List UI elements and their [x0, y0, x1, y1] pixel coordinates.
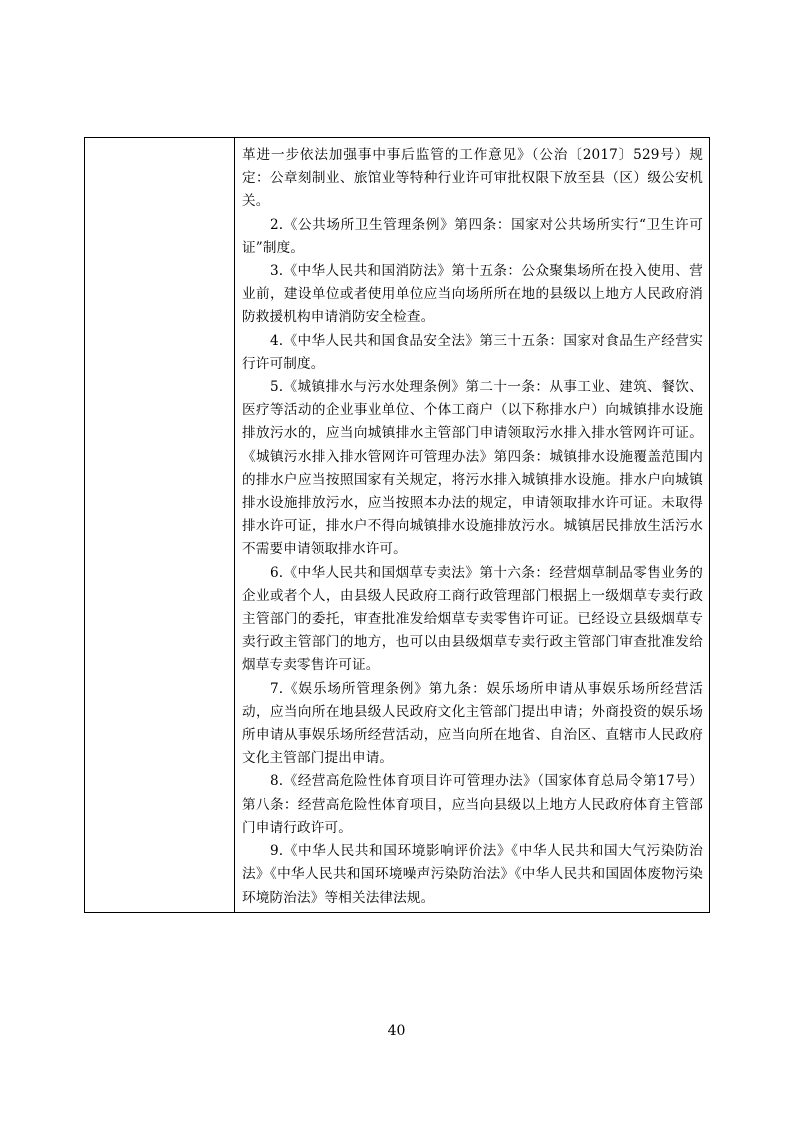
document-table — [84, 137, 710, 913]
table-left-cell — [85, 138, 235, 912]
paragraph-item-8: 8.《经营高危险性体育项目许可管理办法》（国家体育总局令第17号）第八条：经营高危险性体育项目，应当向县级以上地方人民政府体育主管部门申请行政许可。 — [242, 773, 703, 836]
paragraph-item-7: 7.《娱乐场所管理条例》第九条：娱乐场所申请从事娱乐场所经营活动，应当向所在地县级人民政府文化主管部门提出申请；外商投资的娱乐场所申请从事娱乐场所经营活动，应当向所在地省、自治区、直辖市人民政府文化主管部门提出申请。 — [242, 680, 703, 767]
paragraph-item-6: 6.《中华人民共和国烟草专卖法》第十六条：经营烟草制品零售业务的企业或者个人，由县级人民政府工商行政管理部门根据上一级烟草专卖行政主管部门的委托，审查批准发给烟草专卖零售许可证。已经设立县级烟草专卖行政主管部门的地方，也可以由县级烟草专卖行政主管部门审查批准发给烟草专卖零售许可证。 — [242, 564, 703, 674]
paragraph-item-5: 5.《城镇排水与污水处理条例》第二十一条：从事工业、建筑、餐饮、医疗等活动的企业事业单位、个体工商户（以下称排水户）向城镇排水设施排放污水的，应当向城镇排水主管部门申请领取污水排入排水管网许可证。《城镇污水排入排水管网许可管理办法》第四条：城镇排水设施覆盖范围内的排水户应当按照国家有关规定，将污水排入城镇排水设施。排水户向城镇排水设施排放污水，应当按照本办法的规定，申请领取排水许可证。未取得排水许可证，排水户不得向城镇排水设施排放污水。城镇居民排放生活污水不需要申请领取排水许可。 — [242, 379, 703, 558]
paragraph-item-3: 3.《中华人民共和国消防法》第十五条：公众聚集场所在投入使用、营业前，建设单位或者使用单位应当向场所所在地的县级以上地方人民政府消防救援机构申请消防安全检查。 — [242, 263, 703, 326]
paragraph-item-2: 2.《公共场所卫生管理条例》第四条：国家对公共场所实行“卫生许可证”制度。 — [242, 216, 703, 256]
page-number: 40 — [387, 1023, 406, 1039]
paragraph-item-9: 9.《中华人民共和国环境影响评价法》《中华人民共和国大气污染防治法》《中华人民共和国环境噪声污染防治法》《中华人民共和国固体废物污染环境防治法》等相关法律法规。 — [242, 843, 703, 906]
table-right-cell — [235, 138, 709, 912]
paragraph-continuation: 革进一步依法加强事中事后监管的工作意见》（公治〔2017〕529号）规定：公章刻制业、旅馆业等特种行业许可审批权限下放至县（区）级公安机关。 — [242, 147, 703, 210]
paragraph-item-4: 4.《中华人民共和国食品安全法》第三十五条：国家对食品生产经营实行许可制度。 — [242, 332, 703, 372]
